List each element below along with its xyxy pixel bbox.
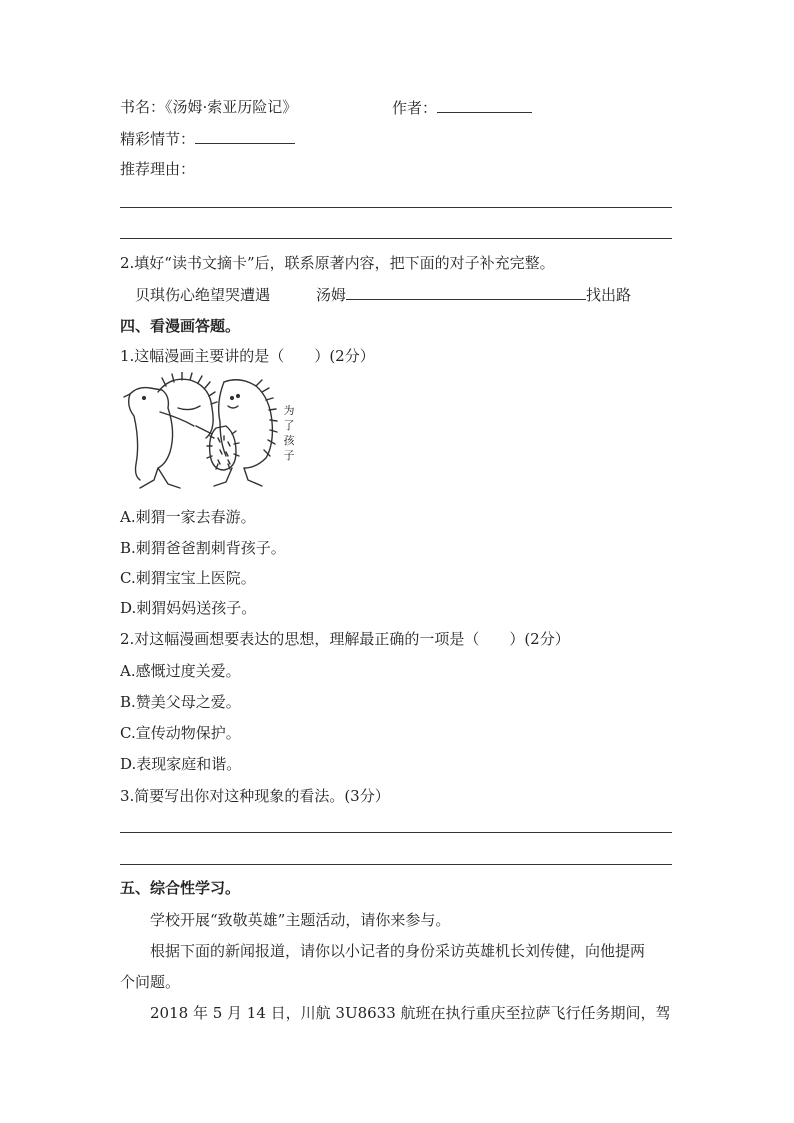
option-d[interactable]: D.刺猬妈妈送孩子。: [120, 599, 257, 617]
couplet-mid-label: 汤姆: [316, 286, 347, 304]
plot-row: [120, 128, 295, 149]
option-a[interactable]: A.感慨过度关爱。: [120, 662, 241, 680]
comic-caption-char: 孩: [283, 434, 295, 447]
section-5-paragraph: 学校开展“致敬英雄”主题活动，请你来参与。: [150, 911, 451, 929]
comic-caption-char: 为: [283, 404, 295, 417]
comic-caption: [282, 403, 296, 463]
author-label: 作者：: [392, 99, 438, 117]
section-5-paragraph: 2018 年 5 月 14 日，川航 3U8633 航班在执行重庆至拉萨飞行任务期间，驾: [150, 1004, 671, 1022]
comic-caption-char: 子: [283, 449, 295, 462]
option-a[interactable]: A.刺猬一家去春游。: [120, 508, 256, 526]
answer-line[interactable]: [120, 832, 672, 833]
option-d[interactable]: D.表现家庭和谐。: [120, 755, 242, 773]
couplet-row: [135, 284, 631, 305]
section-5-title: 五、综合性学习。: [120, 879, 241, 897]
reason-label: 推荐理由：: [120, 160, 196, 178]
couplet-left: 贝琪伤心绝望哭遭遇: [135, 286, 271, 304]
answer-line[interactable]: [120, 207, 672, 208]
section-4-title: 四、看漫画答题。: [120, 317, 241, 335]
book-title: 《汤姆·索亚历险记》: [165, 98, 298, 116]
book-label: 书名：: [120, 98, 166, 116]
option-c[interactable]: C.宣传动物保护。: [120, 724, 241, 742]
option-b[interactable]: B.赞美父母之爱。: [120, 693, 241, 711]
book-title-row: [120, 97, 297, 117]
section-5-paragraph: 根据下面的新闻报道，请你以小记者的身份采访英雄机长刘传健，向他提两: [150, 942, 646, 960]
couplet-right: 找出路: [586, 286, 632, 304]
plot-label: 精彩情节：: [120, 130, 196, 148]
option-b[interactable]: B.刺猬爸爸割刺背孩子。: [120, 539, 286, 557]
question-4-1: 1.这幅漫画主要讲的是（ ）(2分）: [120, 347, 375, 365]
author-blank[interactable]: [437, 97, 532, 113]
comic-caption-char: 了: [283, 419, 295, 432]
section-5-paragraph: 个问题。: [120, 973, 181, 991]
question-4-2: 2.对这幅漫画想要表达的思想，理解最正确的一项是（ ）(2分）: [120, 630, 570, 648]
option-c[interactable]: C.刺猬宝宝上医院。: [120, 569, 256, 587]
answer-line[interactable]: [120, 864, 672, 865]
question-couplet: 2.填好“读书文摘卡”后，联系原著内容，把下面的对子补充完整。: [120, 254, 555, 272]
answer-line[interactable]: [120, 238, 672, 239]
plot-blank[interactable]: [195, 128, 295, 144]
question-4-3: 3.简要写出你对这种现象的看法。(3分）: [120, 787, 390, 805]
author-row: [392, 97, 532, 118]
couplet-blank[interactable]: [346, 284, 586, 300]
